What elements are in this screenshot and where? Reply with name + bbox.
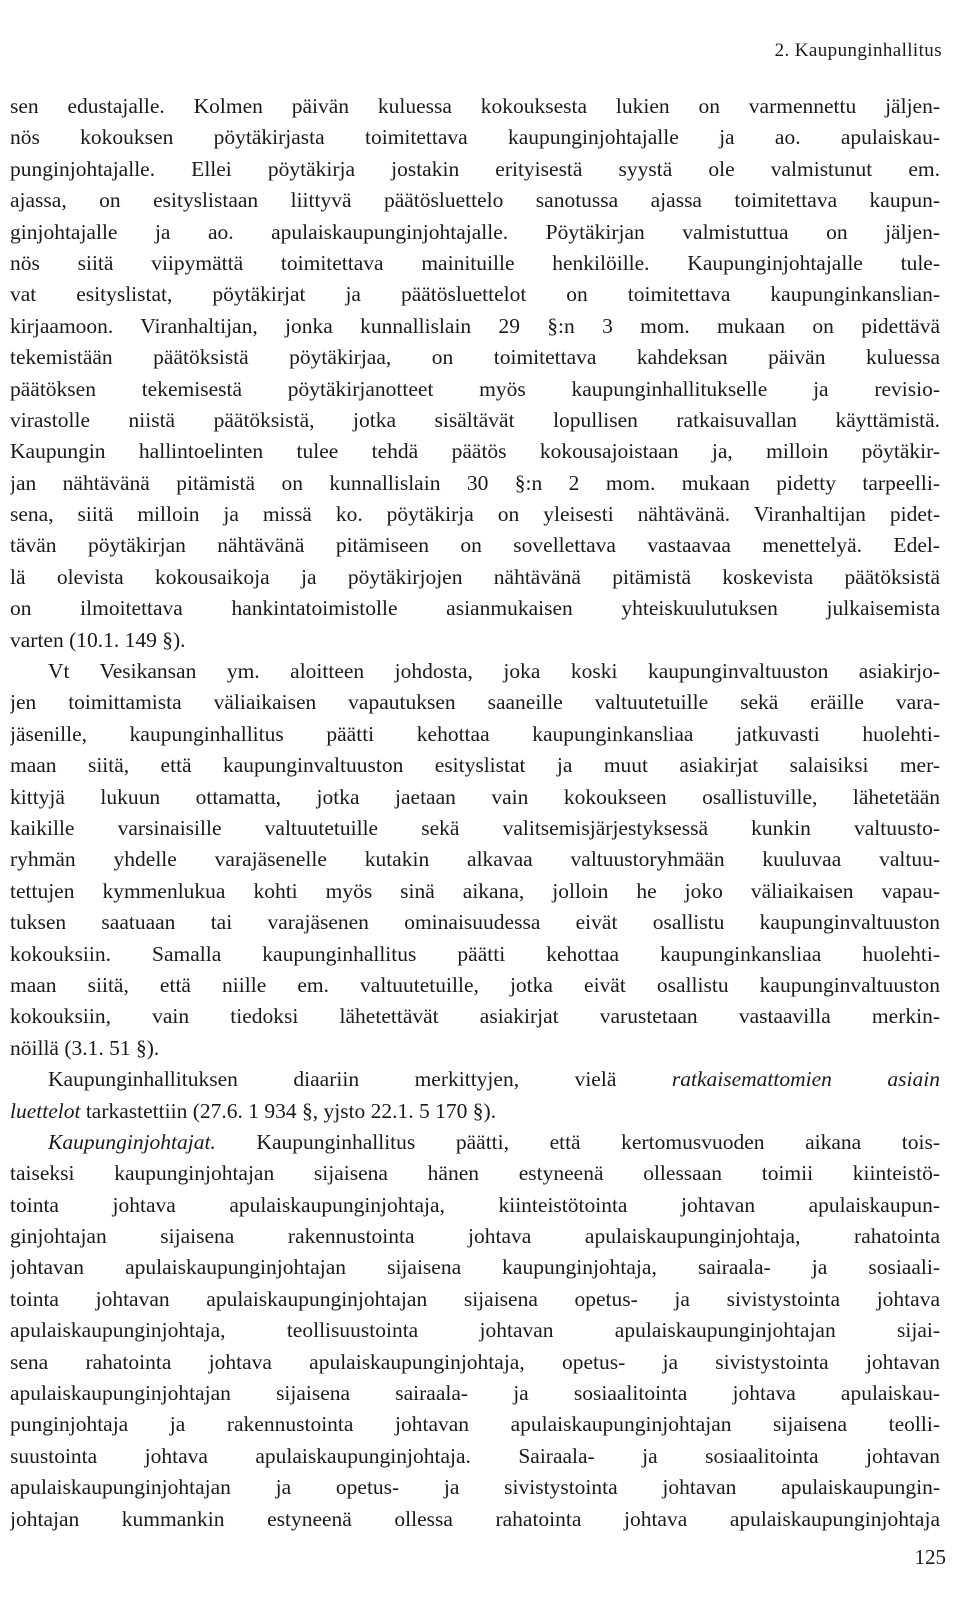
text-line: ajassa, on esityslistaan liittyvä päätösluettelo sanotussa ajassa toimitettava kaupun- — [10, 188, 940, 213]
text-line: punginjohtaja ja rakennustointa johtavan apulaiskaupunginjohtajan sijaisena teolli- — [10, 1412, 940, 1437]
text-span: Kaupunginhallitus päätti, että kertomusvuoden aikana tois- — [215, 1129, 940, 1154]
text-line: vat esityslistat, pöytäkirjat ja päätösluettelot on toimitettava kaupunginkanslian- — [10, 282, 940, 307]
text-line: lä olevista kokousaikoja ja pöytäkirjojen nähtävänä pitämistä koskevista päätöksistä — [10, 564, 940, 589]
text-span: Kaupunginhallituksen diaariin merkittyjen, vielä — [48, 1067, 672, 1092]
text-line: kokouksiin, vain tiedoksi lähetettävät asiakirjat varustetaan vastaavilla merkin- — [10, 1004, 940, 1029]
text-line: ginjohtajan sijaisena rakennustointa johtava apulaiskaupunginjohtaja, rahatointa — [10, 1224, 940, 1249]
body-text — [10, 91, 940, 1535]
text-line: nös siitä viipymättä toimitettava mainituille henkilöille. Kaupunginjohtajalle tule- — [10, 250, 940, 275]
text-line — [10, 1127, 940, 1158]
text-line: johtajan kummankin estyneenä ollessa rahatointa johtava apulaiskaupunginjohtaja — [10, 1506, 940, 1531]
italic-term: luettelot — [10, 1098, 81, 1123]
text-line: jäsenille, kaupunginhallitus päätti kehottaa kaupunginkansliaa jatkuvasti huolehti- — [10, 721, 940, 746]
text-line: taiseksi kaupunginjohtajan sijaisena hänen estyneenä ollessaan toimii kiinteistö- — [10, 1161, 940, 1186]
text-line: maan siitä, että niille em. valtuutetuille, jotka eivät osallistu kaupunginvaltuuston — [10, 972, 940, 997]
text-line: tettujen kymmenlukua kohti myös sinä aikana, jolloin he joko väliaikaisen vapau- — [10, 878, 940, 903]
text-line: tekemistään päätöksistä pöytäkirjaa, on toimitettava kahdeksan päivän kuluessa — [10, 345, 940, 370]
text-line: päätöksen tekemisestä pöytäkirjanotteet myös kaupunginhallitukselle ja revisio- — [10, 376, 940, 401]
text-line: sen edustajalle. Kolmen päivän kuluessa kokouksesta lukien on varmennettu jäljen- — [10, 94, 940, 118]
text-line: kokouksiin. Samalla kaupunginhallitus päätti kehottaa kaupunginkansliaa huolehti- — [10, 941, 940, 966]
text-line: ryhmän yhdelle varajäsenelle kutakin alkavaa valtuustoryhmään kuuluvaa valtuu- — [10, 847, 940, 872]
text-line — [10, 1096, 940, 1127]
text-line: suustointa johtava apulaiskaupunginjohtaja. Sairaala- ja sosiaalitointa johtavan — [10, 1443, 940, 1468]
text-line: virastolle niistä päätöksistä, jotka sisältävät lopullisen ratkaisuvallan käyttämistä. — [10, 407, 940, 432]
text-line: nös kokouksen pöytäkirjasta toimitettava kaupunginjohtajalle ja ao. apulaiskau- — [10, 125, 940, 150]
text-line: kaikille varsinaisille valtuutetuille sekä valitsemisjärjestyksessä kunkin valtuusto- — [10, 815, 940, 840]
text-line: tävän pöytäkirjan nähtävänä pitämiseen on sovellettava vastaavaa menettelyä. Edel- — [10, 533, 940, 558]
text-line: punginjohtajalle. Ellei pöytäkirja jostakin erityisestä syystä ole valmistunut em. — [10, 156, 940, 181]
text-line: apulaiskaupunginjohtaja, teollisuustointa johtavan apulaiskaupunginjohtajan sijai- — [10, 1318, 940, 1343]
text-line — [10, 1064, 940, 1095]
text-line: maan siitä, että kaupunginvaltuuston esityslistat ja muut asiakirjat salaisiksi mer- — [10, 753, 940, 778]
text-line: tointa johtava apulaiskaupunginjohtaja, kiinteistötointa johtavan apulaiskaupun- — [10, 1192, 940, 1217]
text-line: kirjaamoon. Viranhaltijan, jonka kunnallislain 29 §:n 3 mom. mukaan on pidettävä — [10, 313, 940, 338]
italic-term: ratkaisemattomien asiain — [671, 1067, 940, 1092]
page-number: 125 — [914, 1545, 946, 1569]
text-line: Kaupungin hallintoelinten tulee tehdä päätös kokousajoistaan ja, milloin pöytäkir- — [10, 439, 940, 464]
text-line: jen toimittamista väliaikaisen vapautuksen saaneille valtuutetuille sekä eräille vara- — [10, 690, 940, 715]
text-line: johtavan apulaiskaupunginjohtajan sijaisena kaupunginjohtaja, sairaala- ja sosiaali- — [10, 1255, 940, 1280]
text-line: on ilmoitettava hankintatoimistolle asianmukaisen yhteiskuulutuksen julkaisemista — [10, 596, 940, 621]
text-line: apulaiskaupunginjohtajan sijaisena sairaala- ja sosiaalitointa johtava apulaiskau- — [10, 1381, 940, 1406]
text-line: apulaiskaupunginjohtajan ja opetus- ja sivistystointa johtavan apulaiskaupungin- — [10, 1475, 940, 1500]
text-line: varten (10.1. 149 §). — [10, 627, 186, 652]
text-line: nöillä (3.1. 51 §). — [10, 1035, 160, 1060]
text-line: kittyjä lukuun ottamatta, jotka jaetaan vain kokoukseen osallistuville, lähetetään — [10, 784, 940, 809]
text-line: tuksen saatuaan tai varajäsenen ominaisuudessa eivät osallistu kaupunginvaltuuston — [10, 910, 940, 935]
italic-term: Kaupunginjohtajat. — [48, 1129, 216, 1154]
text-line: sena rahatointa johtava apulaiskaupunginjohtaja, opetus- ja sivistystointa johtavan — [10, 1349, 940, 1374]
text-line: ginjohtajalle ja ao. apulaiskaupunginjohtajalle. Pöytäkirjan valmistuttua on jäljen- — [10, 219, 940, 244]
text-line: jan nähtävänä pitämistä on kunnallislain 30 §:n 2 mom. mukaan pidetty tarpeelli- — [10, 470, 940, 495]
running-header: 2. Kaupunginhallitus — [774, 40, 942, 61]
text-line: Vt Vesikansan ym. aloitteen johdosta, joka koski kaupunginvaltuuston asiakirjo- — [48, 659, 940, 684]
text-span: tarkastettiin (27.6. 1 934 §, yjsto 22.1. 5 170 §). — [80, 1098, 497, 1123]
text-line: sena, siitä milloin ja missä ko. pöytäkirja on yleisesti nähtävänä. Viranhaltijan pidet- — [10, 502, 940, 527]
text-line: tointa johtavan apulaiskaupunginjohtajan sijaisena opetus- ja sivistystointa johtava — [10, 1286, 940, 1311]
